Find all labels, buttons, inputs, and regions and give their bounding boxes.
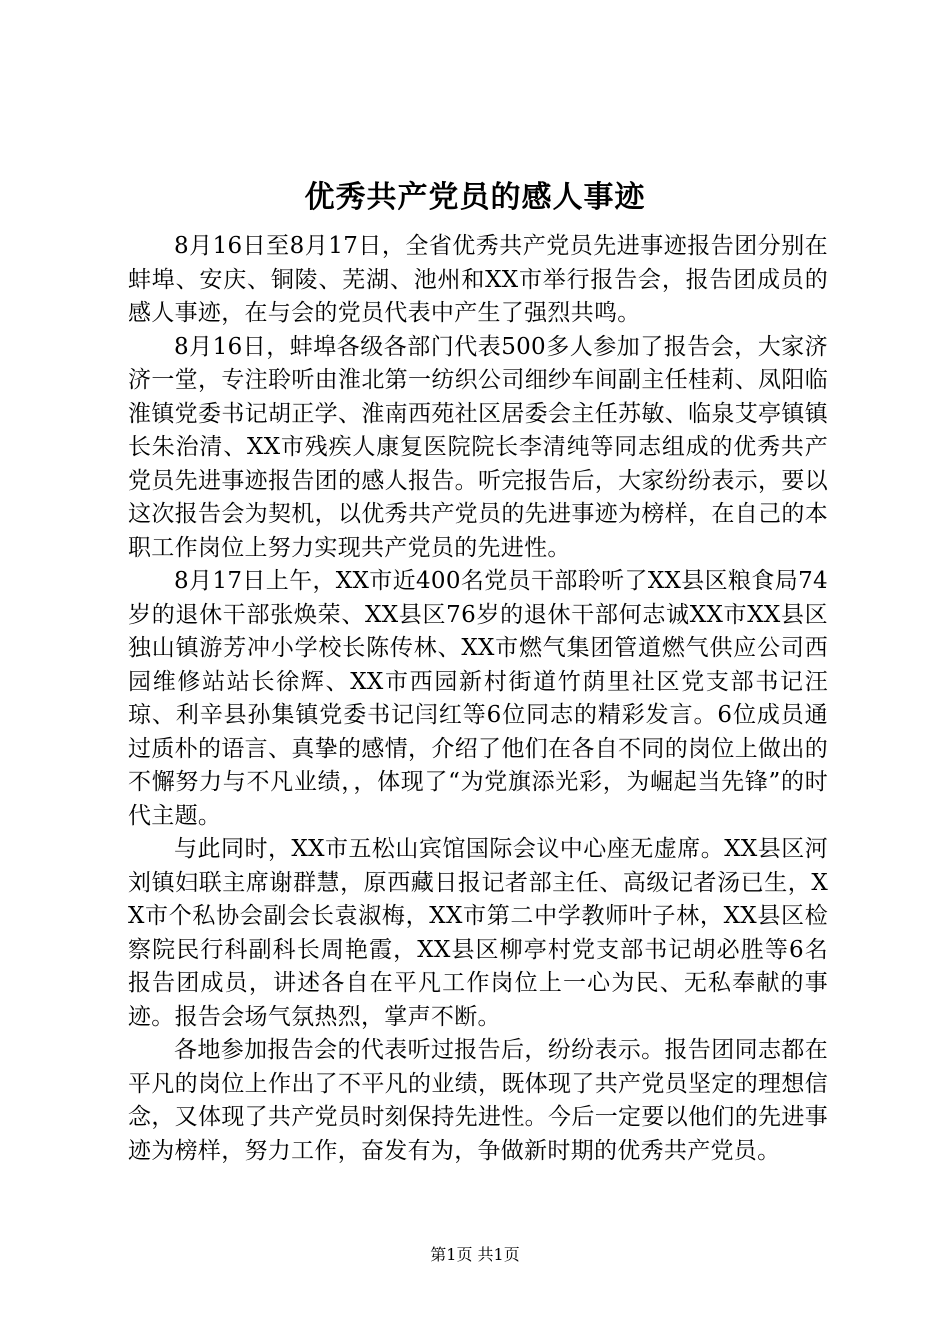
document-body [128, 230, 828, 1168]
document-title: 优秀共产党员的感人事迹 [304, 180, 646, 215]
paragraph-4: 与此同时，XX市五松山宾馆国际会议中心座无虚席。XX县区河刘镇妇联主席谢群慧，原西藏日报记者部主任、高级记者汤已生，XX市个私协会副会长袁淑梅，XX市第二中学教师叶子林，XX县区检察院民行科副科长周艳霞，XX县区柳亭村党支部书记胡必胜等6名报告团成员，讲述各自在平凡工作岗位上一心为民、无私奉献的事迹。报告会场气氛热烈，掌声不断。 [128, 836, 828, 1030]
paragraph-5: 各地参加报告会的代表听过报告后，纷纷表示。报告团同志都在平凡的岗位上作出了不平凡的业绩，既体现了共产党员坚定的理想信念，又体现了共产党员时刻保持先进性。今后一定要以他们的先进事迹为榜样，努力工作，奋发有为，争做新时期的优秀共产党员。 [128, 1037, 828, 1164]
paragraph-3: 8月17日上午，XX市近400名党员干部聆听了XX县区粮食局74岁的退休干部张焕荣、XX县区76岁的退休干部何志诚XX市XX县区独山镇游芳冲小学校长陈传林、XX市燃气集团管道燃气供应公司西园维修站站长徐辉、XX市西园新村街道竹荫里社区党支部书记汪琼、利辛县孙集镇党委书记闫红等6位同志的精彩发言。6位成员通过质朴的语言、真挚的感情，介绍了他们在各自不同的岗位上做出的不懈努力与不凡业绩，，体现了“为党旗添光彩，为崛起当先锋”的时代主题。 [128, 568, 828, 829]
paragraph-2: 8月16日，蚌埠各级各部门代表500多人参加了报告会，大家济济一堂，专注聆听由淮北第一纺织公司细纱车间副主任桂莉、凤阳临淮镇党委书记胡正学、淮南西苑社区居委会主任苏敏、临泉艾亭镇镇长朱治清、XX市残疾人康复医院院长李清纯等同志组成的优秀共产党员先进事迹报告团的感人报告。听完报告后，大家纷纷表示，要以这次报告会为契机，以优秀共产党员的先进事迹为榜样，在自己的本职工作岗位上努力实现共产党员的先进性。 [128, 333, 828, 561]
paragraph-1: 8月16日至8月17日，全省优秀共产党员先进事迹报告团分别在蚌埠、安庆、铜陵、芜湖、池州和XX市举行报告会，报告团成员的感人事迹，在与会的党员代表中产生了强烈共鸣。 [128, 233, 828, 326]
page-footer: 第1页 共1页 [430, 1245, 520, 1264]
